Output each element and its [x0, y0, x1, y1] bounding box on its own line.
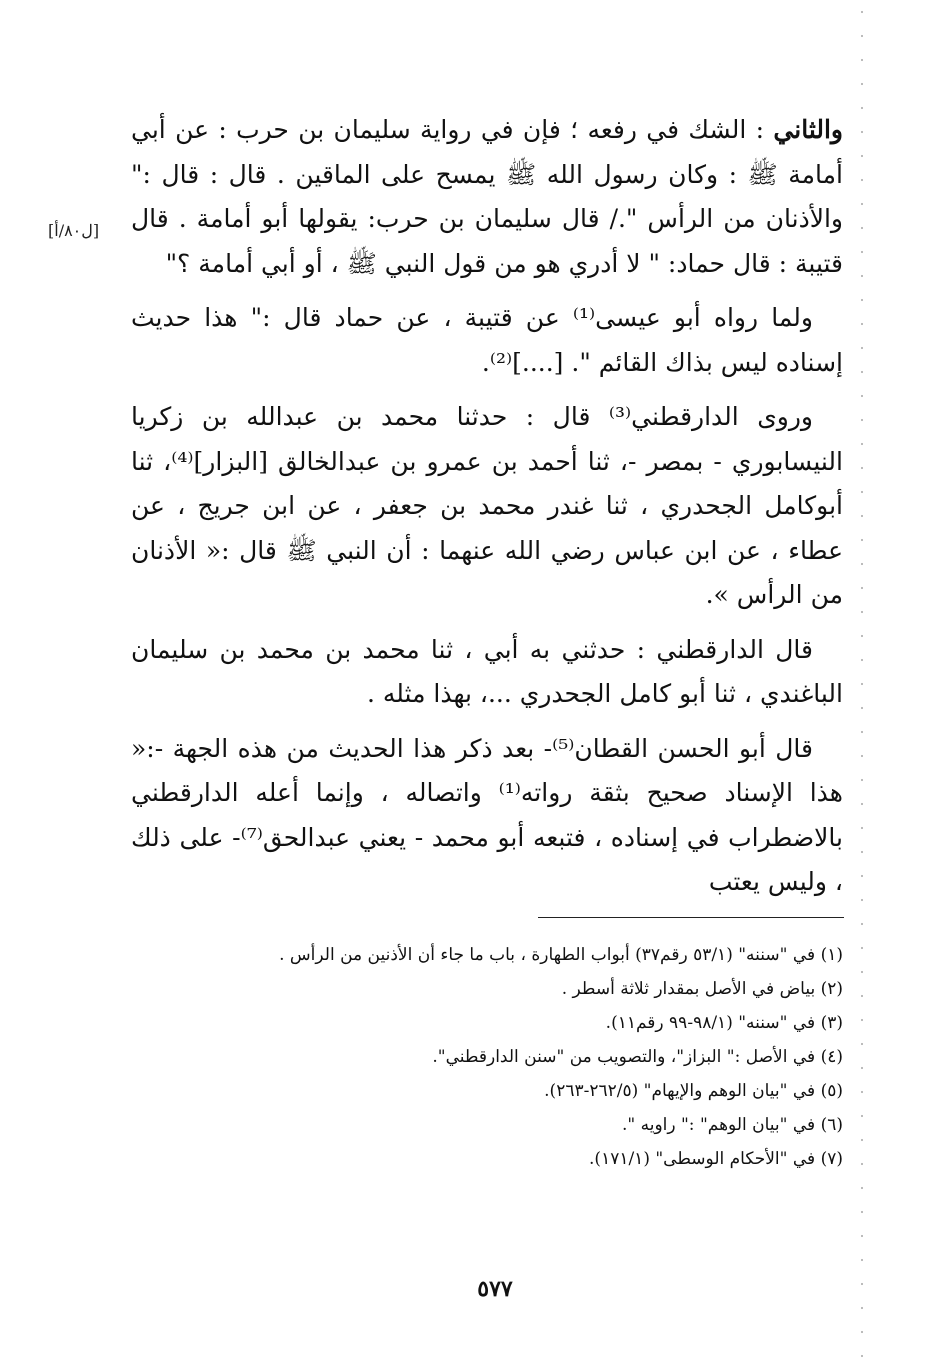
page-number: ٥٧٧: [477, 1276, 513, 1302]
footnote: (٥) في "بيان الوهم والإيهام" (٢٦٢/٥-٢٦٣).: [544, 1081, 843, 1101]
footnote: (٧) في "الأحكام الوسطى" (١٧١/١).: [589, 1149, 843, 1169]
paragraph-text: : الشك في رفعه ؛ فإن في رواية سليمان بن حرب : عن أبي أمامة ﷺ : وكان رسول الله ﷺ يمسح على الماقين . قال : قال :" والأذنان من الرأس "./ قال سليمان بن حرب: يقولها أبو أمامة . قال قتيبة : قال حماد: " لا أدري هو من قول النبي ﷺ ، أو أبي أمامة ؟": [131, 115, 843, 278]
paragraph: [131, 395, 843, 618]
footnote: (٢) بياض في الأصل بمقدار ثلاثة أسطر .: [561, 979, 843, 999]
paragraph-text: وروى الدارقطني⁽³⁾ قال : حدثنا محمد بن عبدالله بن زكريا النيسابوري - بمصر -، ثنا أحمد بن عمرو بن عبدالخالق [البزار]⁽⁴⁾، ثنا أبوكامل الجحدري ، ثنا غندر محمد بن جعفر ، عن ابن جريج ، عن عطاء ، عن ابن عباس رضي الله عنهما : أن النبي ﷺ قال :« الأذنان من الرأس ».: [131, 402, 843, 609]
footnote-separator: [538, 917, 844, 918]
footnotes: [131, 938, 843, 1176]
paragraph: [131, 727, 843, 905]
footnote: (٣) في "سننه" (٩٨/١-٩٩ رقم١١).: [605, 1013, 843, 1033]
main-text: [131, 108, 843, 915]
manuscript-folio-note: [ل٨٠/أ]: [48, 221, 100, 240]
paragraph-lead: والثاني: [773, 115, 843, 144]
paragraph-text: قال الدارقطني : حدثني به أبي ، ثنا محمد بن محمد بن سليمان الباغندي ، ثنا أبو كامل الجحدري ...، بهذا مثله .: [131, 634, 843, 708]
paragraph-text: ولما رواه أبو عيسى⁽¹⁾ عن قتيبة ، عن حماد قال :" هذا حديث إسناده ليس بذاك القائم ". [....]⁽²⁾.: [131, 303, 843, 377]
footnote: (١) في "سننه" (٥٣/١ رقم٣٧) أبواب الطهارة ، باب ما جاء أن الأذنين من الرأس .: [279, 945, 843, 965]
paragraph: [131, 108, 843, 286]
scan-edge-dots: [861, 0, 863, 1372]
paragraph-text: قال أبو الحسن القطان⁽⁵⁾- بعد ذكر هذا الحديث من هذه الجهة -:« هذا الإسناد صحيح بثقة رواته⁽¹⁾ واتصاله ، وإنما أعله الدارقطني بالاضطراب في إسناده ، فتبعه أبو محمد - يعني عبدالحق⁽⁷⁾- على ذلك ، وليس يعتب: [131, 733, 843, 896]
footnote: (٦) في "بيان الوهم" :" راويه ".: [621, 1115, 843, 1135]
footnote: (٤) في الأصل :" البزاز"، والتصويب من "سنن الدارقطني".: [432, 1047, 843, 1067]
paragraph: [131, 628, 843, 717]
paragraph: [131, 296, 843, 385]
